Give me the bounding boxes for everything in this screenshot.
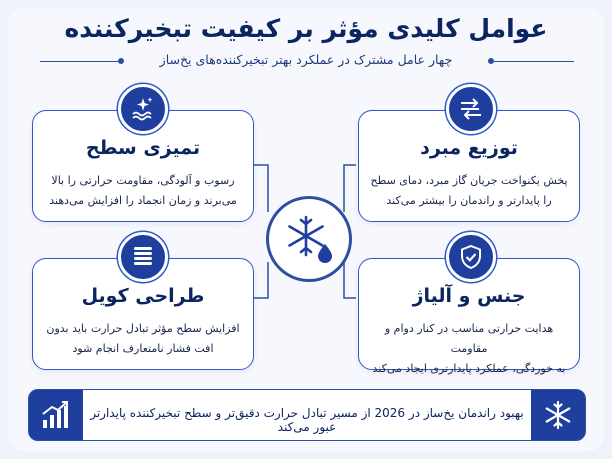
card-desc-line: رسوب و آلودگی، مقاومت حرارتی را بالا: [51, 174, 235, 187]
card-desc-line: افزایش سطح مؤثر تبادل حرارت باید بدون: [46, 322, 240, 335]
sparkle-waves-icon: [118, 84, 168, 134]
card-desc-line: پخش یکنواخت جریان گاز مبرد، دمای سطح: [370, 174, 568, 187]
banner-text: بهبود راندمان یخ‌ساز در 2026 از مسیر تبادل حرارت دقیق‌تر و سطح تبخیرکننده پایدارتر عبور می‌کند: [90, 406, 524, 434]
card-desc-line: به خوردگی، عملکرد پایدارتری ایجاد می‌کند: [372, 362, 566, 375]
card-heading: طراحی کویل: [81, 285, 205, 307]
card-desc-line: می‌برند و زمان انجماد را افزایش می‌دهند: [49, 194, 237, 207]
summary-banner: [28, 389, 586, 441]
page-title: عوامل کلیدی مؤثر بر کیفیت تبخیرکننده: [64, 14, 548, 43]
card-desc-line: را پایدارتر و راندمان را بیشتر می‌کند: [386, 194, 552, 207]
card-heading: جنس و آلیاژ: [412, 285, 526, 307]
coil-layers-icon: [118, 232, 168, 282]
card-description: [369, 171, 569, 211]
card-description: [369, 319, 569, 379]
card-desc-line: افت فشار نامتعارف انجام شود: [72, 342, 214, 355]
growth-chart-icon: [29, 390, 83, 440]
card-heading: تمیزی سطح: [85, 137, 201, 159]
card-desc-line: هدایت حرارتی مناسب در کنار دوام و مقاومت: [384, 322, 554, 355]
card-description: [43, 171, 243, 211]
snowflake-icon: [531, 390, 585, 440]
card-description: [43, 319, 243, 359]
card-heading: توزیع مبرد: [420, 137, 518, 159]
flow-arrows-icon: [446, 84, 496, 134]
page-subtitle: چهار عامل مشترک در عملکرد بهتر تبخیرکننده‌های یخ‌ساز: [159, 52, 453, 67]
snowflake-drop-icon: [266, 196, 352, 282]
shield-check-icon: [446, 232, 496, 282]
